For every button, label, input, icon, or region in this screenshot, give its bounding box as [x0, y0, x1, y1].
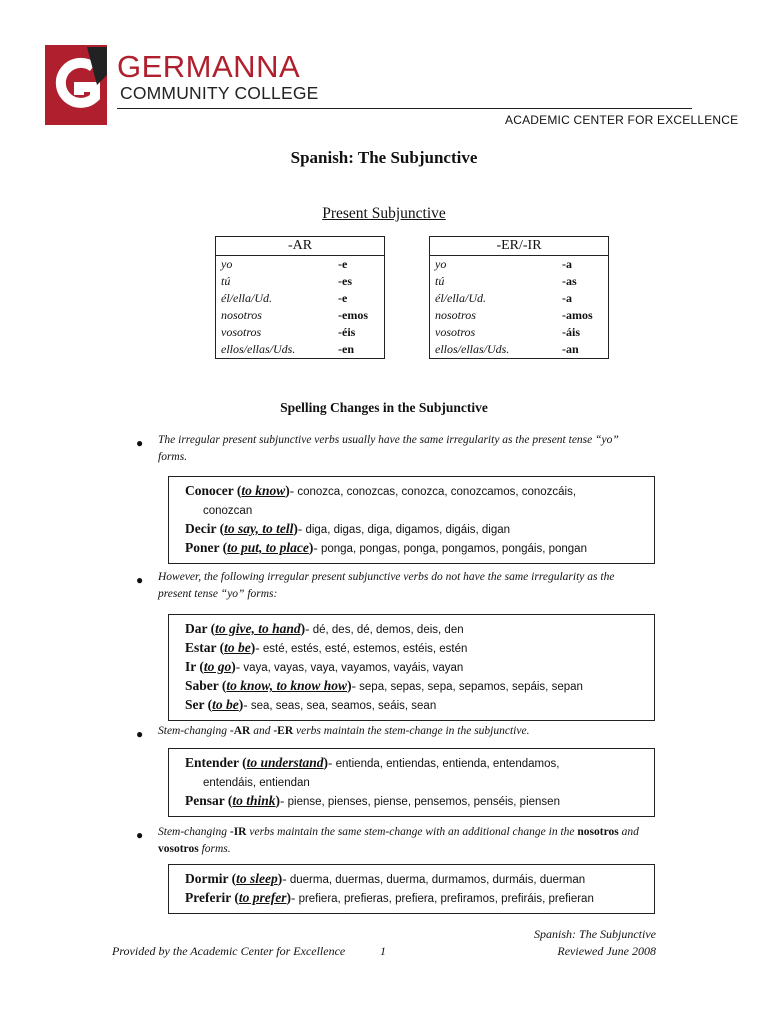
verb-translation: to put, to place: [227, 540, 309, 555]
verb: Poner: [185, 540, 220, 555]
verb-forms: vaya, vayas, vaya, vayamos, vayáis, vayan: [243, 662, 464, 674]
ending-cell: -e: [338, 291, 348, 305]
verb-line-continued: [185, 773, 644, 792]
bullet-icon: ●: [136, 727, 144, 741]
verb-forms: prefiera, prefieras, prefiera, prefiramos, prefiráis, prefieran: [298, 893, 594, 905]
verb-forms: duerma, duermas, duerma, durmamos, durmáis, duerman: [289, 874, 586, 886]
ending-cell: -éis: [338, 325, 356, 339]
verb-box: [168, 476, 655, 564]
spelling-changes-heading: Spelling Changes in the Subjunctive: [280, 400, 488, 415]
verb-line: Conocer (to know)- conozca, conozcas, conozca, conozcamos, conozcáis,: [185, 483, 577, 498]
verb: Dar: [185, 621, 208, 636]
verb-line: Decir (to say, to tell)- diga, digas, diga, digamos, digáis, digan: [185, 521, 511, 536]
footer-provider: Provided by the Academic Center for Excellence: [112, 944, 346, 958]
verb-forms: esté, estés, esté, estemos, estéis, estén: [262, 643, 468, 655]
pronoun-cell: él/ella/Ud.: [435, 291, 486, 305]
pronoun-cell: vosotros: [221, 325, 262, 339]
header-rule: [117, 108, 692, 109]
pronoun-cell: nosotros: [435, 308, 476, 322]
bullet-icon: ●: [136, 828, 144, 842]
verb-translation: to be: [212, 697, 239, 712]
page-number: 1: [380, 944, 386, 958]
bullet-text: However, the following irregular present subjunctive verbs do not have the same irregularity as the present tense “yo” forms:: [158, 571, 615, 600]
verb-forms: entienda, entiendas, entienda, entendamos,: [335, 758, 560, 770]
table-row: [430, 324, 609, 341]
college-logo-icon: [45, 45, 107, 125]
pronoun-cell: ellos/ellas/Uds.: [221, 342, 296, 356]
bullet-text: Stem-changing -AR and -ER verbs maintain the stem-change in the subjunctive.: [158, 725, 530, 737]
table-row: [430, 307, 609, 324]
verb-forms: dé, des, dé, demos, deis, den: [312, 624, 464, 636]
footer-doc-title: Spanish: The Subjunctive: [534, 927, 656, 941]
verb: Dormir: [185, 871, 229, 886]
ending-cell: -es: [338, 274, 352, 288]
verb-line: Ir (to go)- vaya, vayas, vaya, vayamos, vayáis, vayan: [185, 659, 464, 674]
verb: Conocer: [185, 483, 234, 498]
verb-translation: to prefer: [238, 890, 287, 905]
table-row: [430, 273, 609, 290]
ending-cell: -emos: [338, 308, 368, 322]
ending-cell: -a: [562, 257, 572, 271]
pronoun-cell: vosotros: [435, 325, 476, 339]
verb-translation: to know: [241, 483, 286, 498]
verb-forms: conozca, conozcas, conozca, conozcamos, conozcáis,: [297, 486, 577, 498]
ar-endings-table: [215, 236, 385, 359]
er-ir-endings-table: [429, 236, 609, 359]
verb-box: [168, 614, 655, 721]
pronoun-cell: ellos/ellas/Uds.: [435, 342, 510, 356]
verb-line: Poner (to put, to place)- ponga, pongas, ponga, pongamos, pongáis, pongan: [185, 540, 587, 555]
verb-line: Dormir (to sleep)- duerma, duermas, duerma, durmamos, durmáis, duerman: [185, 871, 586, 886]
verb-translation: to understand: [246, 755, 324, 770]
verb-line: Estar (to be)- esté, estés, esté, estemos, estéis, estén: [185, 640, 468, 655]
verb-forms: sepa, sepas, sepa, sepamos, sepáis, sepan: [359, 681, 583, 693]
ending-cell: -a: [562, 291, 572, 305]
verb-line: Pensar (to think)- piense, pienses, piense, pensemos, penséis, piensen: [185, 793, 560, 808]
verb: Estar: [185, 640, 217, 655]
table-row: [430, 290, 609, 307]
verb-forms: piense, pienses, piense, pensemos, penséis, piensen: [287, 796, 560, 808]
pronoun-cell: tú: [221, 274, 231, 288]
table-row: [216, 273, 385, 290]
pronoun-cell: él/ella/Ud.: [221, 291, 272, 305]
bullet-text: Stem-changing -IR verbs maintain the same stem-change with an additional change in the nosotros and vosotros forms.: [158, 826, 639, 855]
verb-box: [168, 864, 655, 914]
verb-line: Preferir (to prefer)- prefiera, prefieras, prefiera, prefiramos, prefiráis, prefieran: [185, 890, 594, 905]
table-row: [430, 341, 609, 359]
college-subtitle: COMMUNITY COLLEGE: [120, 83, 319, 103]
verb: Pensar: [185, 793, 225, 808]
center-name: ACADEMIC CENTER FOR EXCELLENCE: [505, 113, 739, 127]
verb-translation: to think: [232, 793, 276, 808]
bullet-icon: ●: [136, 573, 144, 587]
table-row: [216, 341, 385, 359]
table-row: [430, 256, 609, 274]
table-row: [216, 307, 385, 324]
verb-forms: diga, digas, diga, digamos, digáis, digan: [305, 524, 511, 536]
verb-line: Ser (to be)- sea, seas, sea, seamos, seáis, sean: [185, 697, 437, 712]
verb-box: [168, 748, 655, 817]
page-title: Spanish: The Subjunctive: [290, 148, 478, 167]
ending-cell: -en: [338, 342, 354, 356]
verb-translation: to be: [224, 640, 251, 655]
verb-translation: to give, to hand: [215, 621, 301, 636]
ending-cell: -as: [562, 274, 577, 288]
pronoun-cell: nosotros: [221, 308, 262, 322]
verb-line-continued: [185, 501, 644, 520]
verb-forms: ponga, pongas, ponga, pongamos, pongáis, pongan: [320, 543, 587, 555]
pronoun-cell: yo: [221, 257, 233, 271]
verb-translation: to know, to know how: [226, 678, 348, 693]
present-subjunctive-heading: Present Subjunctive: [322, 205, 446, 222]
verb-line: Saber (to know, to know how)- sepa, sepas, sepa, sepamos, sepáis, sepan: [185, 678, 583, 693]
pronoun-cell: yo: [435, 257, 447, 271]
ending-cell: -an: [562, 342, 579, 356]
verb-translation: to go: [203, 659, 232, 674]
table-header: -AR: [216, 237, 385, 256]
bullet-icon: ●: [136, 436, 144, 450]
ending-cell: -amos: [562, 308, 593, 322]
verb: Entender: [185, 755, 239, 770]
verb: Saber: [185, 678, 219, 693]
table-row: [216, 324, 385, 341]
verb-line: Entender (to understand)- entienda, entiendas, entienda, entendamos,: [185, 755, 560, 770]
table-row: [216, 256, 385, 274]
table-row: [216, 290, 385, 307]
bullet-text: The irregular present subjunctive verbs usually have the same irregularity as the present tense “yo” forms.: [158, 434, 619, 463]
ending-cell: -áis: [562, 325, 580, 339]
pronoun-cell: tú: [435, 274, 445, 288]
ending-cell: -e: [338, 257, 348, 271]
verb: Ir: [185, 659, 197, 674]
table-header: -ER/-IR: [430, 237, 609, 256]
footer-reviewed: Reviewed June 2008: [557, 944, 656, 958]
verb-translation: to sleep: [236, 871, 278, 886]
verb: Preferir: [185, 890, 231, 905]
verb: Decir: [185, 521, 217, 536]
verb-forms: entendáis, entiendan: [203, 777, 310, 789]
verb-line: Dar (to give, to hand)- dé, des, dé, demos, deis, den: [185, 621, 464, 636]
college-name: GERMANNA: [117, 49, 301, 84]
verb: Ser: [185, 697, 205, 712]
verb-forms: sea, seas, sea, seamos, seáis, sean: [250, 700, 437, 712]
verb-translation: to say, to tell: [224, 521, 294, 536]
verb-forms: conozcan: [203, 505, 253, 517]
